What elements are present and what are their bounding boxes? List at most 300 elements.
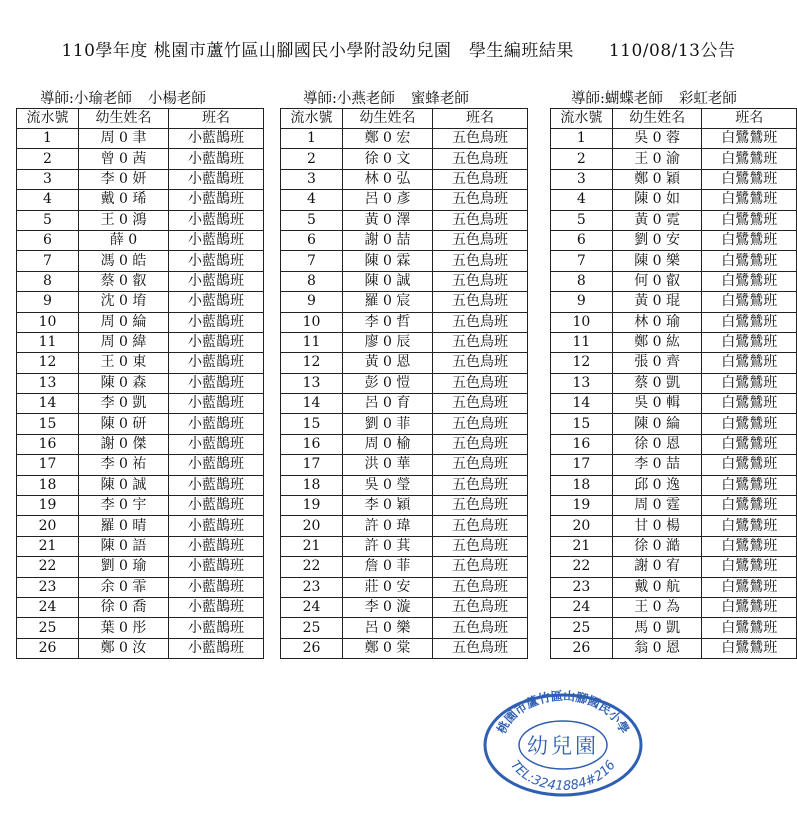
class-name: 白鷺鷥班 bbox=[702, 516, 797, 536]
class-name: 白鷺鷥班 bbox=[702, 312, 797, 332]
table-row bbox=[281, 312, 528, 332]
table-row bbox=[17, 577, 264, 597]
student-name: 彭 0 愷 bbox=[343, 373, 433, 393]
table-row bbox=[17, 638, 264, 658]
class-name: 五色鳥班 bbox=[433, 271, 528, 291]
row-number: 1 bbox=[281, 129, 343, 149]
table-row bbox=[551, 597, 797, 617]
student-name: 吳 0 蓉 bbox=[612, 129, 702, 149]
student-name: 李 0 漩 bbox=[343, 597, 433, 617]
row-number: 20 bbox=[281, 516, 343, 536]
student-name: 謝 0 傑 bbox=[79, 434, 169, 454]
student-name: 葉 0 彤 bbox=[79, 618, 169, 638]
table-row bbox=[17, 536, 264, 556]
row-number: 19 bbox=[17, 496, 79, 516]
co-teacher: 小楊老師 bbox=[147, 91, 206, 107]
class-name: 白鷺鷥班 bbox=[702, 129, 797, 149]
table-row bbox=[17, 496, 264, 516]
table-row bbox=[281, 597, 528, 617]
row-number: 16 bbox=[551, 434, 613, 454]
row-number: 15 bbox=[17, 414, 79, 434]
row-number: 9 bbox=[551, 292, 613, 312]
student-name: 徐 0 澔 bbox=[612, 536, 702, 556]
seal-graphic bbox=[480, 688, 646, 798]
student-name: 王 0 渝 bbox=[612, 149, 702, 169]
student-name: 鄭 0 宏 bbox=[343, 129, 433, 149]
row-number: 18 bbox=[281, 475, 343, 495]
row-number: 21 bbox=[281, 536, 343, 556]
row-number: 12 bbox=[17, 353, 79, 373]
row-number: 12 bbox=[551, 353, 613, 373]
student-name: 李 0 祐 bbox=[79, 455, 169, 475]
class-name: 白鷺鷥班 bbox=[702, 210, 797, 230]
class-name: 五色鳥班 bbox=[433, 210, 528, 230]
table-row bbox=[17, 292, 264, 312]
row-number: 23 bbox=[281, 577, 343, 597]
student-name: 周 0 緯 bbox=[79, 332, 169, 352]
table-row bbox=[551, 638, 797, 658]
student-name: 周 0 霆 bbox=[612, 496, 702, 516]
class-name: 五色鳥班 bbox=[433, 414, 528, 434]
table-row bbox=[551, 577, 797, 597]
class-name: 小藍鵲班 bbox=[169, 353, 264, 373]
row-number: 6 bbox=[551, 230, 613, 250]
student-name: 謝 0 喆 bbox=[343, 230, 433, 250]
class-name: 白鷺鷥班 bbox=[702, 149, 797, 169]
teachers-class-3 bbox=[571, 87, 737, 108]
row-number: 25 bbox=[281, 618, 343, 638]
row-number: 4 bbox=[17, 190, 79, 210]
class-name: 五色鳥班 bbox=[433, 618, 528, 638]
table-row bbox=[551, 169, 797, 189]
student-name: 羅 0 宸 bbox=[343, 292, 433, 312]
col-header-number: 流水號 bbox=[551, 109, 613, 129]
table-row bbox=[551, 332, 797, 352]
class-name: 五色鳥班 bbox=[433, 312, 528, 332]
row-number: 26 bbox=[551, 638, 613, 658]
student-name: 李 0 妍 bbox=[79, 169, 169, 189]
row-number: 2 bbox=[551, 149, 613, 169]
class-name: 五色鳥班 bbox=[433, 169, 528, 189]
row-number: 13 bbox=[17, 373, 79, 393]
table-row bbox=[281, 149, 528, 169]
class-name: 小藍鵲班 bbox=[169, 332, 264, 352]
class-name: 五色鳥班 bbox=[433, 292, 528, 312]
class-name: 白鷺鷥班 bbox=[702, 373, 797, 393]
class-name: 小藍鵲班 bbox=[169, 373, 264, 393]
table-row bbox=[17, 394, 264, 414]
student-name: 李 0 哲 bbox=[343, 312, 433, 332]
row-number: 20 bbox=[551, 516, 613, 536]
table-header-row bbox=[551, 109, 797, 129]
table-row bbox=[281, 169, 528, 189]
table-row bbox=[281, 190, 528, 210]
table-row bbox=[551, 230, 797, 250]
table-row bbox=[551, 496, 797, 516]
row-number: 10 bbox=[17, 312, 79, 332]
student-name: 呂 0 彥 bbox=[343, 190, 433, 210]
student-name: 薛 0 bbox=[79, 230, 169, 250]
row-number: 19 bbox=[551, 496, 613, 516]
student-name: 徐 0 恩 bbox=[612, 434, 702, 454]
class-name: 白鷺鷥班 bbox=[702, 618, 797, 638]
class-name: 小藍鵲班 bbox=[169, 536, 264, 556]
class-name: 白鷺鷥班 bbox=[702, 230, 797, 250]
row-number: 18 bbox=[551, 475, 613, 495]
row-number: 24 bbox=[17, 597, 79, 617]
class-name: 小藍鵲班 bbox=[169, 230, 264, 250]
student-name: 呂 0 樂 bbox=[343, 618, 433, 638]
class-name: 小藍鵲班 bbox=[169, 577, 264, 597]
student-name: 王 0 東 bbox=[79, 353, 169, 373]
row-number: 22 bbox=[281, 557, 343, 577]
class-name: 小藍鵲班 bbox=[169, 251, 264, 271]
table-row bbox=[551, 475, 797, 495]
class-name: 五色鳥班 bbox=[433, 577, 528, 597]
homeroom-teacher: 導師:小燕老師 bbox=[303, 91, 395, 107]
class-name: 五色鳥班 bbox=[433, 353, 528, 373]
class-name: 白鷺鷥班 bbox=[702, 638, 797, 658]
student-name: 陳 0 研 bbox=[79, 414, 169, 434]
student-name: 邱 0 逸 bbox=[612, 475, 702, 495]
row-number: 11 bbox=[281, 332, 343, 352]
table-row bbox=[281, 516, 528, 536]
row-number: 25 bbox=[551, 618, 613, 638]
class-name: 小藍鵲班 bbox=[169, 210, 264, 230]
row-number: 10 bbox=[551, 312, 613, 332]
teachers-class-2 bbox=[303, 87, 469, 108]
row-number: 6 bbox=[281, 230, 343, 250]
student-name: 鄭 0 汝 bbox=[79, 638, 169, 658]
class-name: 小藍鵲班 bbox=[169, 475, 264, 495]
row-number: 10 bbox=[281, 312, 343, 332]
table-row bbox=[551, 557, 797, 577]
class-name: 白鷺鷥班 bbox=[702, 271, 797, 291]
student-name: 陳 0 語 bbox=[79, 536, 169, 556]
class-name: 白鷺鷥班 bbox=[702, 414, 797, 434]
row-number: 15 bbox=[551, 414, 613, 434]
row-number: 26 bbox=[281, 638, 343, 658]
class-name: 小藍鵲班 bbox=[169, 434, 264, 454]
class-roster-table bbox=[16, 108, 264, 659]
row-number: 14 bbox=[17, 394, 79, 414]
table-row bbox=[281, 210, 528, 230]
student-name: 周 0 綸 bbox=[79, 312, 169, 332]
row-number: 17 bbox=[281, 455, 343, 475]
table-row bbox=[17, 312, 264, 332]
row-number: 8 bbox=[281, 271, 343, 291]
row-number: 3 bbox=[281, 169, 343, 189]
class-name: 小藍鵲班 bbox=[169, 271, 264, 291]
row-number: 1 bbox=[17, 129, 79, 149]
row-number: 14 bbox=[281, 394, 343, 414]
class-name: 五色鳥班 bbox=[433, 394, 528, 414]
table-row bbox=[17, 434, 264, 454]
homeroom-teacher: 導師:蝴蝶老師 bbox=[571, 91, 663, 107]
class-name: 小藍鵲班 bbox=[169, 149, 264, 169]
class-name: 五色鳥班 bbox=[433, 129, 528, 149]
class-name: 白鷺鷥班 bbox=[702, 455, 797, 475]
row-number: 24 bbox=[281, 597, 343, 617]
student-name: 劉 0 菲 bbox=[343, 414, 433, 434]
row-number: 1 bbox=[551, 129, 613, 149]
row-number: 16 bbox=[17, 434, 79, 454]
class-name: 白鷺鷥班 bbox=[702, 577, 797, 597]
student-name: 李 0 穎 bbox=[343, 496, 433, 516]
row-number: 7 bbox=[281, 251, 343, 271]
row-number: 26 bbox=[17, 638, 79, 658]
student-name: 翁 0 恩 bbox=[612, 638, 702, 658]
table-row bbox=[551, 210, 797, 230]
seal-school-name: 桃園市蘆竹區山腳國民小學 bbox=[494, 688, 632, 736]
school-seal-stamp bbox=[480, 688, 646, 798]
row-number: 21 bbox=[551, 536, 613, 556]
class-name: 白鷺鷥班 bbox=[702, 557, 797, 577]
student-name: 許 0 瑋 bbox=[343, 516, 433, 536]
class-name: 小藍鵲班 bbox=[169, 496, 264, 516]
class-name: 五色鳥班 bbox=[433, 230, 528, 250]
class-name: 白鷺鷥班 bbox=[702, 332, 797, 352]
class-name: 小藍鵲班 bbox=[169, 394, 264, 414]
col-header-number: 流水號 bbox=[17, 109, 79, 129]
row-number: 22 bbox=[17, 557, 79, 577]
col-header-class-name: 班名 bbox=[702, 109, 797, 129]
table-row bbox=[281, 414, 528, 434]
homeroom-teacher: 導師:小瑜老師 bbox=[40, 91, 132, 107]
table-row bbox=[551, 251, 797, 271]
table-row bbox=[17, 597, 264, 617]
student-name: 洪 0 華 bbox=[343, 455, 433, 475]
co-teacher: 彩虹老師 bbox=[678, 91, 737, 107]
table-row bbox=[17, 414, 264, 434]
table-row bbox=[17, 169, 264, 189]
student-name: 周 0 榆 bbox=[343, 434, 433, 454]
row-number: 19 bbox=[281, 496, 343, 516]
class-name: 白鷺鷥班 bbox=[702, 597, 797, 617]
student-name: 黃 0 琨 bbox=[612, 292, 702, 312]
row-number: 23 bbox=[17, 577, 79, 597]
student-name: 黃 0 霓 bbox=[612, 210, 702, 230]
class-name: 小藍鵲班 bbox=[169, 292, 264, 312]
table-row bbox=[551, 394, 797, 414]
class-name: 白鷺鷥班 bbox=[702, 353, 797, 373]
student-name: 曾 0 茜 bbox=[79, 149, 169, 169]
row-number: 12 bbox=[281, 353, 343, 373]
row-number: 22 bbox=[551, 557, 613, 577]
student-name: 羅 0 晴 bbox=[79, 516, 169, 536]
co-teacher: 蜜蜂老師 bbox=[410, 91, 469, 107]
student-name: 馬 0 凱 bbox=[612, 618, 702, 638]
row-number: 5 bbox=[17, 210, 79, 230]
class-name: 小藍鵲班 bbox=[169, 169, 264, 189]
row-number: 6 bbox=[17, 230, 79, 250]
student-name: 王 0 鴻 bbox=[79, 210, 169, 230]
student-name: 陳 0 綸 bbox=[612, 414, 702, 434]
student-name: 黃 0 恩 bbox=[343, 353, 433, 373]
table-row bbox=[551, 271, 797, 291]
teachers-class-1 bbox=[40, 87, 206, 108]
roster-body bbox=[551, 129, 797, 659]
row-number: 5 bbox=[551, 210, 613, 230]
student-name: 李 0 宇 bbox=[79, 496, 169, 516]
student-name: 鄭 0 穎 bbox=[612, 169, 702, 189]
row-number: 4 bbox=[281, 190, 343, 210]
class-name: 五色鳥班 bbox=[433, 434, 528, 454]
table-row bbox=[17, 475, 264, 495]
row-number: 16 bbox=[281, 434, 343, 454]
student-name: 詹 0 菲 bbox=[343, 557, 433, 577]
class-name: 五色鳥班 bbox=[433, 332, 528, 352]
class-name: 五色鳥班 bbox=[433, 597, 528, 617]
table-row bbox=[551, 373, 797, 393]
table-row bbox=[551, 536, 797, 556]
table-row bbox=[281, 394, 528, 414]
table-row bbox=[551, 312, 797, 332]
table-row bbox=[551, 129, 797, 149]
row-number: 17 bbox=[551, 455, 613, 475]
row-number: 11 bbox=[17, 332, 79, 352]
student-name: 林 0 瑜 bbox=[612, 312, 702, 332]
table-row bbox=[17, 149, 264, 169]
row-number: 2 bbox=[281, 149, 343, 169]
class-name: 小藍鵲班 bbox=[169, 414, 264, 434]
col-header-student-name: 幼生姓名 bbox=[343, 109, 433, 129]
row-number: 5 bbox=[281, 210, 343, 230]
student-name: 甘 0 楊 bbox=[612, 516, 702, 536]
class-name: 白鷺鷥班 bbox=[702, 190, 797, 210]
student-name: 蔡 0 叡 bbox=[79, 271, 169, 291]
table-header-row bbox=[17, 109, 264, 129]
page-title: 110學年度 桃園市蘆竹區山腳國民小學附設幼兒園 學生編班結果 110/08/13公告 bbox=[61, 41, 736, 61]
table-row bbox=[281, 618, 528, 638]
class-name: 五色鳥班 bbox=[433, 373, 528, 393]
class-name: 白鷺鷥班 bbox=[702, 251, 797, 271]
row-number: 17 bbox=[17, 455, 79, 475]
class-name: 小藍鵲班 bbox=[169, 312, 264, 332]
table-row bbox=[281, 638, 528, 658]
table-row bbox=[17, 455, 264, 475]
table-row bbox=[281, 251, 528, 271]
student-name: 陳 0 如 bbox=[612, 190, 702, 210]
row-number: 25 bbox=[17, 618, 79, 638]
row-number: 13 bbox=[281, 373, 343, 393]
class-name: 白鷺鷥班 bbox=[702, 292, 797, 312]
student-name: 余 0 霏 bbox=[79, 577, 169, 597]
student-name: 戴 0 琋 bbox=[79, 190, 169, 210]
table-row bbox=[281, 455, 528, 475]
student-name: 劉 0 安 bbox=[612, 230, 702, 250]
class-name: 五色鳥班 bbox=[433, 455, 528, 475]
seal-phone: TEL:3241884#216 bbox=[507, 757, 619, 794]
table-row bbox=[281, 129, 528, 149]
table-row bbox=[17, 557, 264, 577]
table-row bbox=[281, 496, 528, 516]
roster-body bbox=[281, 129, 528, 659]
table-row bbox=[17, 353, 264, 373]
student-name: 陳 0 樂 bbox=[612, 251, 702, 271]
col-header-student-name: 幼生姓名 bbox=[79, 109, 169, 129]
student-name: 徐 0 喬 bbox=[79, 597, 169, 617]
table-row bbox=[281, 230, 528, 250]
student-name: 李 0 凱 bbox=[79, 394, 169, 414]
student-name: 陳 0 誠 bbox=[343, 271, 433, 291]
student-name: 周 0 聿 bbox=[79, 129, 169, 149]
student-name: 戴 0 航 bbox=[612, 577, 702, 597]
class-name: 五色鳥班 bbox=[433, 536, 528, 556]
student-name: 吳 0 瑩 bbox=[343, 475, 433, 495]
class-name: 白鷺鷥班 bbox=[702, 169, 797, 189]
class-name: 小藍鵲班 bbox=[169, 516, 264, 536]
student-name: 吳 0 輯 bbox=[612, 394, 702, 414]
student-name: 李 0 喆 bbox=[612, 455, 702, 475]
student-name: 張 0 齊 bbox=[612, 353, 702, 373]
student-name: 鄭 0 棠 bbox=[343, 638, 433, 658]
student-name: 廖 0 辰 bbox=[343, 332, 433, 352]
class-name: 小藍鵲班 bbox=[169, 455, 264, 475]
table-row bbox=[17, 516, 264, 536]
row-number: 9 bbox=[17, 292, 79, 312]
row-number: 7 bbox=[17, 251, 79, 271]
col-header-number: 流水號 bbox=[281, 109, 343, 129]
student-name: 沈 0 堉 bbox=[79, 292, 169, 312]
table-row bbox=[17, 230, 264, 250]
class-name: 小藍鵲班 bbox=[169, 618, 264, 638]
table-row bbox=[281, 475, 528, 495]
class-name: 白鷺鷥班 bbox=[702, 536, 797, 556]
student-name: 林 0 弘 bbox=[343, 169, 433, 189]
table-row bbox=[551, 149, 797, 169]
row-number: 8 bbox=[17, 271, 79, 291]
table-row bbox=[281, 373, 528, 393]
student-name: 莊 0 安 bbox=[343, 577, 433, 597]
row-number: 7 bbox=[551, 251, 613, 271]
student-name: 陳 0 森 bbox=[79, 373, 169, 393]
table-row bbox=[281, 332, 528, 352]
class-roster-table bbox=[550, 108, 797, 659]
table-row bbox=[551, 190, 797, 210]
student-name: 謝 0 宥 bbox=[612, 557, 702, 577]
table-header-row bbox=[281, 109, 528, 129]
row-number: 15 bbox=[281, 414, 343, 434]
table-row bbox=[281, 577, 528, 597]
table-row bbox=[17, 332, 264, 352]
student-name: 劉 0 瑜 bbox=[79, 557, 169, 577]
student-name: 鄭 0 紘 bbox=[612, 332, 702, 352]
table-row bbox=[17, 210, 264, 230]
student-name: 馮 0 皓 bbox=[79, 251, 169, 271]
class-name: 五色鳥班 bbox=[433, 190, 528, 210]
col-header-student-name: 幼生姓名 bbox=[612, 109, 702, 129]
table-row bbox=[17, 190, 264, 210]
class-name: 小藍鵲班 bbox=[169, 597, 264, 617]
student-name: 呂 0 育 bbox=[343, 394, 433, 414]
table-row bbox=[551, 414, 797, 434]
row-number: 18 bbox=[17, 475, 79, 495]
class-name: 小藍鵲班 bbox=[169, 557, 264, 577]
table-row bbox=[551, 618, 797, 638]
table-row bbox=[281, 271, 528, 291]
class-name: 五色鳥班 bbox=[433, 251, 528, 271]
row-number: 4 bbox=[551, 190, 613, 210]
row-number: 3 bbox=[551, 169, 613, 189]
student-name: 許 0 萁 bbox=[343, 536, 433, 556]
table-row bbox=[17, 271, 264, 291]
table-row bbox=[551, 455, 797, 475]
class-name: 白鷺鷥班 bbox=[702, 394, 797, 414]
class-name: 白鷺鷥班 bbox=[702, 434, 797, 454]
row-number: 23 bbox=[551, 577, 613, 597]
class-name: 五色鳥班 bbox=[433, 516, 528, 536]
